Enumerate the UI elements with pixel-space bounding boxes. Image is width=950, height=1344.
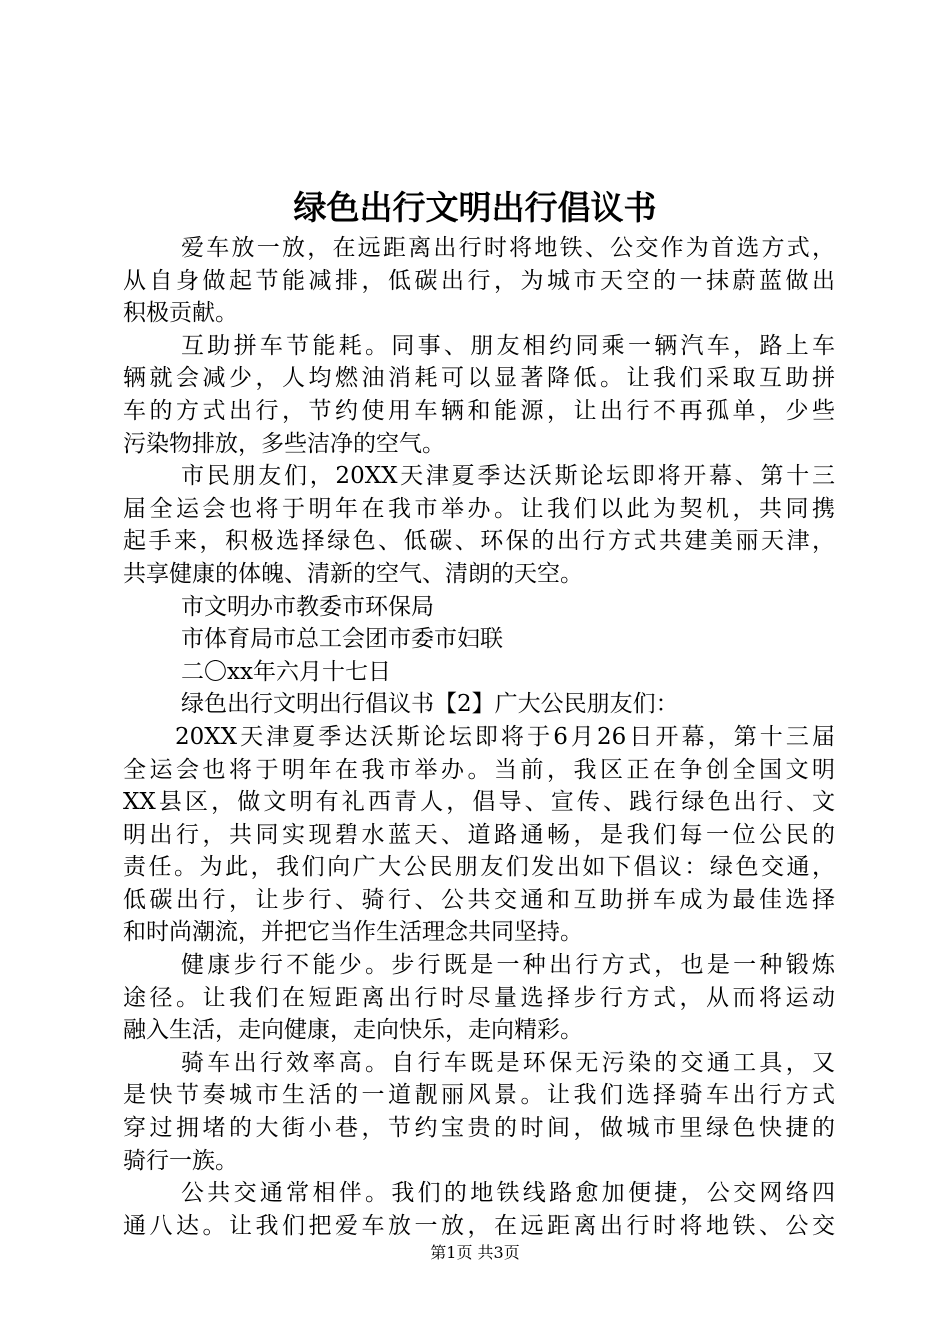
text-line: 通八达。让我们把爱车放一放，在远距离出行时将地铁、公交	[123, 1212, 835, 1239]
text-line: 公共交通常相伴。我们的地铁线路愈加便捷，公交网络四	[181, 1180, 835, 1207]
text-line: 爱车放一放，在远距离出行时将地铁、公交作为首选方式，	[181, 235, 835, 261]
text-line: 车的方式出行，节约使用车辆和能源，让出行不再孤单，少些	[123, 397, 835, 424]
text-line: XX县区，做文明有礼西青人，倡导、宣传、践行绿色出行、文	[123, 789, 835, 816]
text-line: 市文明办市教委市环保局	[181, 593, 434, 620]
text-line: 骑行一族。	[123, 1147, 238, 1174]
text-line: 低碳出行，让步行、骑行、公共交通和互助拼车成为最佳选择	[123, 886, 835, 913]
text-line: 从自身做起节能减排，低碳出行，为城市天空的一抹蔚蓝做出	[123, 267, 835, 294]
text-line: 责任。为此，我们向广大公民朋友们发出如下倡议：绿色交通，	[123, 854, 835, 881]
document-title: 绿色出行文明出行倡议书	[293, 188, 657, 227]
text-line: 途径。让我们在短距离出行时尽量选择步行方式，从而将运动	[123, 984, 835, 1011]
document-body	[123, 232, 835, 1242]
text-line: 市体育局市总工会团市委市妇联	[181, 626, 503, 653]
text-line: 起手来，积极选择绿色、低碳、环保的出行方式共建美丽天津，	[123, 528, 835, 555]
text-line: 届全运会也将于明年在我市举办。让我们以此为契机，共同携	[123, 495, 835, 522]
text-line: 健康步行不能少。步行既是一种出行方式，也是一种锻炼	[181, 952, 835, 979]
text-line: 互助拼车节能耗。同事、朋友相约同乘一辆汽车，路上车	[181, 332, 835, 359]
page-footer: 第1页 共3页	[430, 1243, 520, 1262]
text-line: 积极贡献。	[123, 300, 238, 327]
text-line: 是快节奏城市生活的一道靓丽风景。让我们选择骑车出行方式	[123, 1082, 835, 1109]
text-line: 辆就会减少，人均燃油消耗可以显著降低。让我们采取互助拼	[123, 365, 835, 392]
text-line: 共享健康的体魄、清新的空气、清朗的天空。	[123, 560, 583, 587]
text-line: 污染物排放，多些洁净的空气。	[123, 430, 445, 457]
text-line: 全运会也将于明年在我市举办。当前，我区正在争创全国文明	[123, 756, 835, 783]
text-line: 融入生活，走向健康，走向快乐，走向精彩。	[123, 1017, 583, 1044]
text-line: 明出行，共同实现碧水蓝天、道路通畅，是我们每一位公民的	[123, 821, 835, 848]
text-line: 骑车出行效率高。自行车既是环保无污染的交通工具，又	[181, 1049, 835, 1076]
text-line: 市民朋友们，20XX天津夏季达沃斯论坛即将开幕、第十三	[181, 463, 835, 490]
text-line: 绿色出行文明出行倡议书【2】广大公民朋友们：	[181, 691, 679, 718]
text-line: 和时尚潮流，并把它当作生活理念共同坚持。	[123, 919, 583, 946]
text-line: 20XX天津夏季达沃斯论坛即将于6月26日开幕，第十三届	[175, 723, 835, 750]
text-line: 穿过拥堵的大街小巷，节约宝贵的时间，做城市里绿色快捷的	[123, 1115, 835, 1142]
text-line: 二〇xx年六月十七日	[181, 658, 391, 685]
